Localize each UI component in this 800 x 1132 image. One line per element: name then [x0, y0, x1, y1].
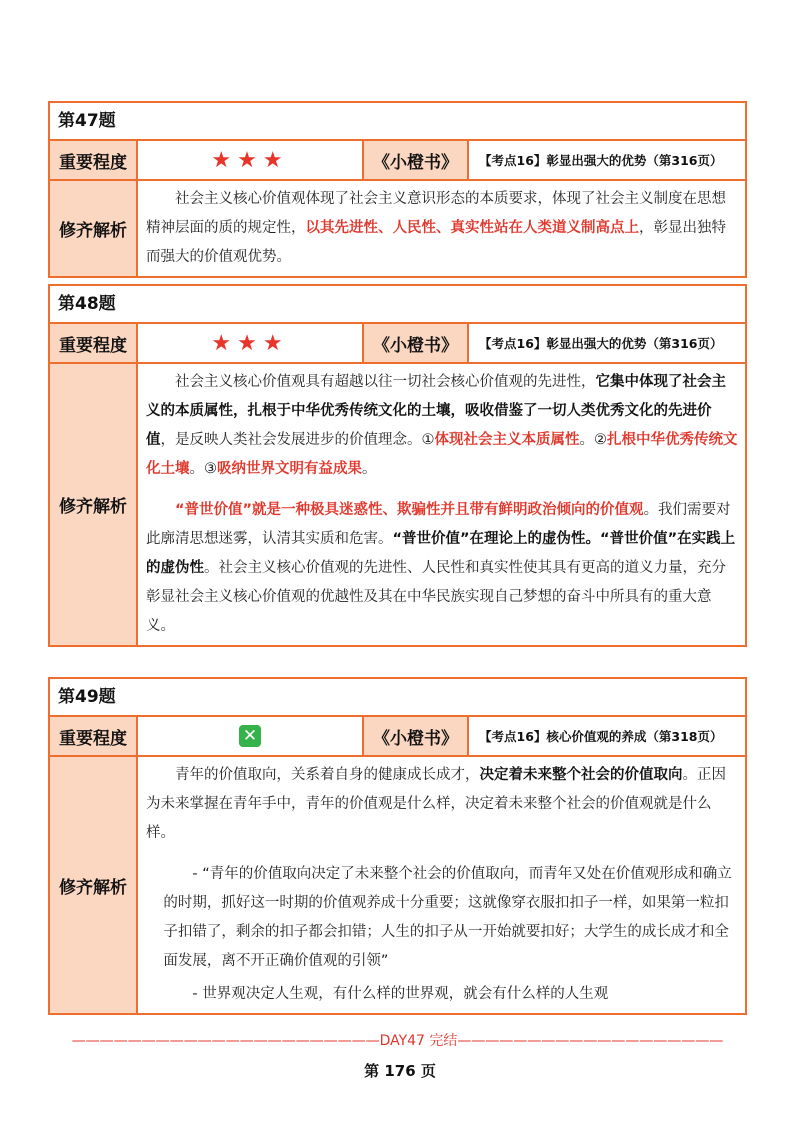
analysis-text: 社会主义核心价值观体现了社会主义意识形态的本质要求，体现了社会主义制度在思想精神层面的质的规定性，以其先进性、人民性、真实性站在人类道义制高点上，彰显出独特而强大的价值观优势。 — [146, 191, 726, 265]
book-label: 《小橙书》 — [364, 717, 469, 755]
bullet-item: - “青年的价值取向决定了未来整个社会的价值取向，而青年又处在价值观形成和确立的时期，抓好这一时期的价值观养成十分重要；这就像穿衣服扣扣子一样，如果第一粒扣子扣错了，剩余的扣子都会扣错；人生的扣子从一开始就要扣好；大学生的成长成才和全面发展，离不开正确价值观的引领” — [163, 866, 732, 969]
analysis-label: 修齐解析 — [50, 757, 138, 1013]
importance-label: 重要程度 — [50, 717, 138, 755]
analysis-label: 修齐解析 — [50, 364, 138, 645]
question-49-card — [48, 677, 747, 1015]
question-47-card — [48, 101, 747, 278]
question-title: 第48题 — [50, 286, 745, 324]
importance-row — [50, 717, 745, 757]
analysis-paragraph-1: 青年的价值取向，关系着自身的健康成长成才，决定着未来整个社会的价值取向。正因为未来掌握在青年手中，青年的价值观是什么样，决定着未来整个社会的价值观就是什么样。 — [146, 767, 726, 841]
importance-row — [50, 324, 745, 364]
question-48-card — [48, 284, 747, 647]
cross-mark-icon: ✕ — [239, 725, 261, 747]
analysis-row — [50, 364, 745, 645]
question-title: 第49题 — [50, 679, 745, 717]
analysis-paragraph-1: 社会主义核心价值观具有超越以往一切社会核心价值观的先进性，它集中体现了社会主义的本质属性，扎根于中华优秀传统文化的土壤，吸收借鉴了一切人类优秀文化的先进价值，是反映人类社会发展进步的价值理念。①体现社会主义本质属性。②扎根中华优秀传统文化土壤。③吸纳世界文明有益成果。 — [146, 374, 738, 477]
importance-label: 重要程度 — [50, 324, 138, 362]
analysis-paragraph-2: “普世价值”就是一种极具迷惑性、欺骗性并且带有鲜明政治倾向的价值观。我们需要对此廓清思想迷雾，认清其实质和危害。“普世价值”在理论上的虚伪性。“普世价值”在实践上的虚伪性。社会主义核心价值观的先进性、人民性和真实性使其具有更高的道义力量，充分彰显社会主义核心价值观的优越性及其在中华民族实现自己梦想的奋斗中所具有的重大意义。 — [146, 502, 736, 634]
analysis-text — [138, 757, 745, 1013]
book-label: 《小橙书》 — [364, 324, 469, 362]
keypoint-reference: 【考点16】核心价值观的养成（第318页） — [479, 729, 723, 744]
question-title: 第47题 — [50, 103, 745, 141]
analysis-row — [50, 181, 745, 276]
analysis-text — [138, 364, 745, 645]
keypoint-reference: 【考点16】彰显出强大的优势（第316页） — [479, 336, 723, 351]
analysis-label: 修齐解析 — [50, 181, 138, 276]
analysis-row — [50, 757, 745, 1013]
importance-row — [50, 141, 745, 181]
day-end-divider: ——————————————————————DAY47 完结——————————————————— — [71, 1033, 724, 1049]
importance-label: 重要程度 — [50, 141, 138, 179]
highlight-text: 以其先进性、人民性、真实性站在人类道义制高点上 — [305, 220, 639, 236]
star-rating: ★★★ — [138, 324, 364, 362]
bullet-item: - 世界观决定人生观，有什么样的世界观，就会有什么样的人生观 — [192, 986, 609, 1002]
keypoint-reference: 【考点16】彰显出强大的优势（第316页） — [479, 153, 723, 168]
importance-mark — [138, 717, 364, 755]
page-number: 第 176 页 — [364, 1062, 436, 1080]
star-rating: ★★★ — [138, 141, 364, 179]
book-label: 《小橙书》 — [364, 141, 469, 179]
